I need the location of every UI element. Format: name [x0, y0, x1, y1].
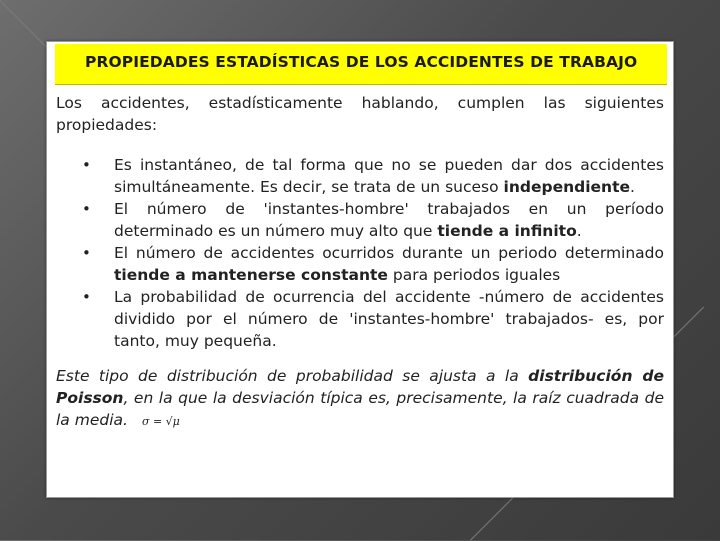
bullet-item [56, 198, 664, 242]
slide [46, 41, 674, 498]
bullet-item [56, 286, 664, 352]
intro-text: Los accidentes, estadísticamente hablando, cumplen las siguientes propiedades: [56, 94, 664, 134]
slide-content [56, 92, 664, 433]
bullet-icon: • [82, 200, 91, 218]
closing-text: Este tipo de distribución de probabilidad se ajusta a la [56, 367, 529, 385]
bullet-list [56, 154, 664, 352]
bullet-text: Es instantáneo, de tal forma que no se pueden dar dos accidentes simultáneamente. Es decir, se trata de un suceso [114, 156, 664, 196]
bullet-icon: • [82, 288, 91, 306]
bullet-item [56, 154, 664, 198]
bullet-icon: • [82, 244, 91, 262]
bullet-item [56, 242, 664, 286]
closing-bold-text: distribución de Poisson [56, 367, 664, 407]
bullet-bold-text: tiende a mantenerse constante [114, 266, 388, 284]
bullet-bold-text: tiende a infinito [437, 222, 577, 240]
formula: σ = √μ [141, 415, 180, 428]
bullet-icon: • [82, 156, 91, 174]
bullet-bold-text: independiente [503, 178, 630, 196]
bullet-text: La probabilidad de ocurrencia del accidente -número de accidentes dividido por el número de 'instantes-hombre' trabajados- es, por tanto, muy pequeña. [114, 288, 664, 350]
bullet-text-end: para periodos iguales [387, 266, 561, 284]
slide-title: PROPIEDADES ESTADÍSTICAS DE LOS ACCIDENTES DE TRABAJO [85, 53, 638, 71]
bullet-text: El número de 'instantes-hombre' trabajados en un período determinado es un número muy alto que [114, 200, 664, 240]
title-bar [55, 44, 667, 85]
bullet-text-end: . [576, 222, 582, 240]
closing-text-end: , en la que la desviación típica es, precisamente, la raíz cuadrada de la media. [56, 389, 664, 429]
closing-paragraph [56, 365, 664, 433]
bullet-text: El número de accidentes ocurridos durante un periodo determinado [114, 244, 664, 262]
bullet-text-end: . [630, 178, 635, 196]
